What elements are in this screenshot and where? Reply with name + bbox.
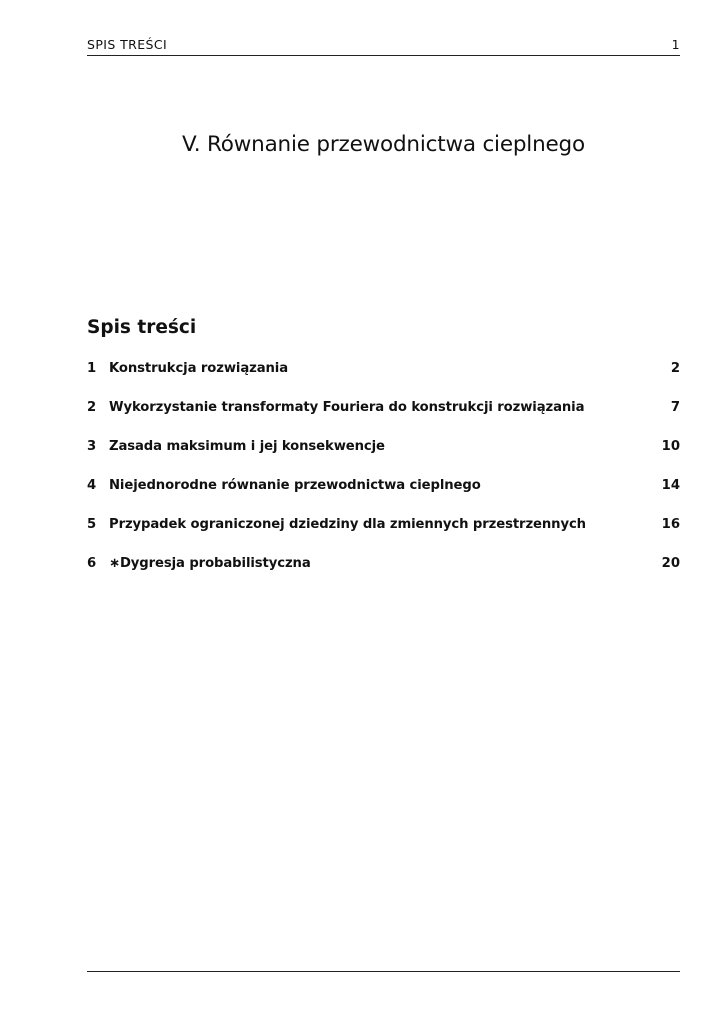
toc-entry-page[interactable]: 10: [661, 439, 680, 454]
page-number: 1: [671, 37, 680, 52]
toc-entry-title[interactable]: Przypadek ograniczonej dziedziny dla zmiennych przestrzennych: [109, 517, 586, 532]
toc-entry[interactable]: [87, 397, 680, 436]
toc-heading: Spis treści: [87, 317, 197, 338]
toc-entry[interactable]: [87, 514, 680, 553]
running-header-title: SPIS TREŚCI: [87, 37, 168, 52]
toc-entry[interactable]: [87, 436, 680, 475]
toc-entry-number: 1: [87, 361, 97, 376]
document-page: [87, 0, 680, 1024]
toc-entry-number: 4: [87, 478, 97, 493]
toc-entry-page[interactable]: 2: [670, 361, 680, 376]
toc-entry-title[interactable]: Wykorzystanie transformaty Fouriera do konstrukcji rozwiązania: [109, 400, 585, 415]
toc-entry-number: 2: [87, 400, 97, 415]
toc-entry-page[interactable]: 20: [661, 556, 680, 571]
toc-entry-page[interactable]: 16: [661, 517, 680, 532]
footer-rule: [87, 971, 680, 972]
running-header: [87, 38, 680, 56]
toc-entry[interactable]: [87, 475, 680, 514]
table-of-contents: [87, 358, 680, 592]
toc-entry-page[interactable]: 14: [661, 478, 680, 493]
toc-entry[interactable]: [87, 358, 680, 397]
toc-entry-title[interactable]: ∗Dygresja probabilistyczna: [109, 556, 311, 571]
toc-entry-title[interactable]: Niejednorodne równanie przewodnictwa cieplnego: [109, 478, 481, 493]
toc-entry-title[interactable]: Zasada maksimum i jej konsekwencje: [109, 439, 385, 454]
toc-entry-page[interactable]: 7: [670, 400, 680, 415]
toc-entry-number: 6: [87, 556, 97, 571]
toc-entry[interactable]: [87, 553, 680, 592]
toc-entry-number: 3: [87, 439, 97, 454]
document-title: V. Równanie przewodnictwa cieplnego: [182, 132, 585, 157]
toc-entry-title[interactable]: Konstrukcja rozwiązania: [109, 361, 289, 376]
toc-entry-number: 5: [87, 517, 97, 532]
